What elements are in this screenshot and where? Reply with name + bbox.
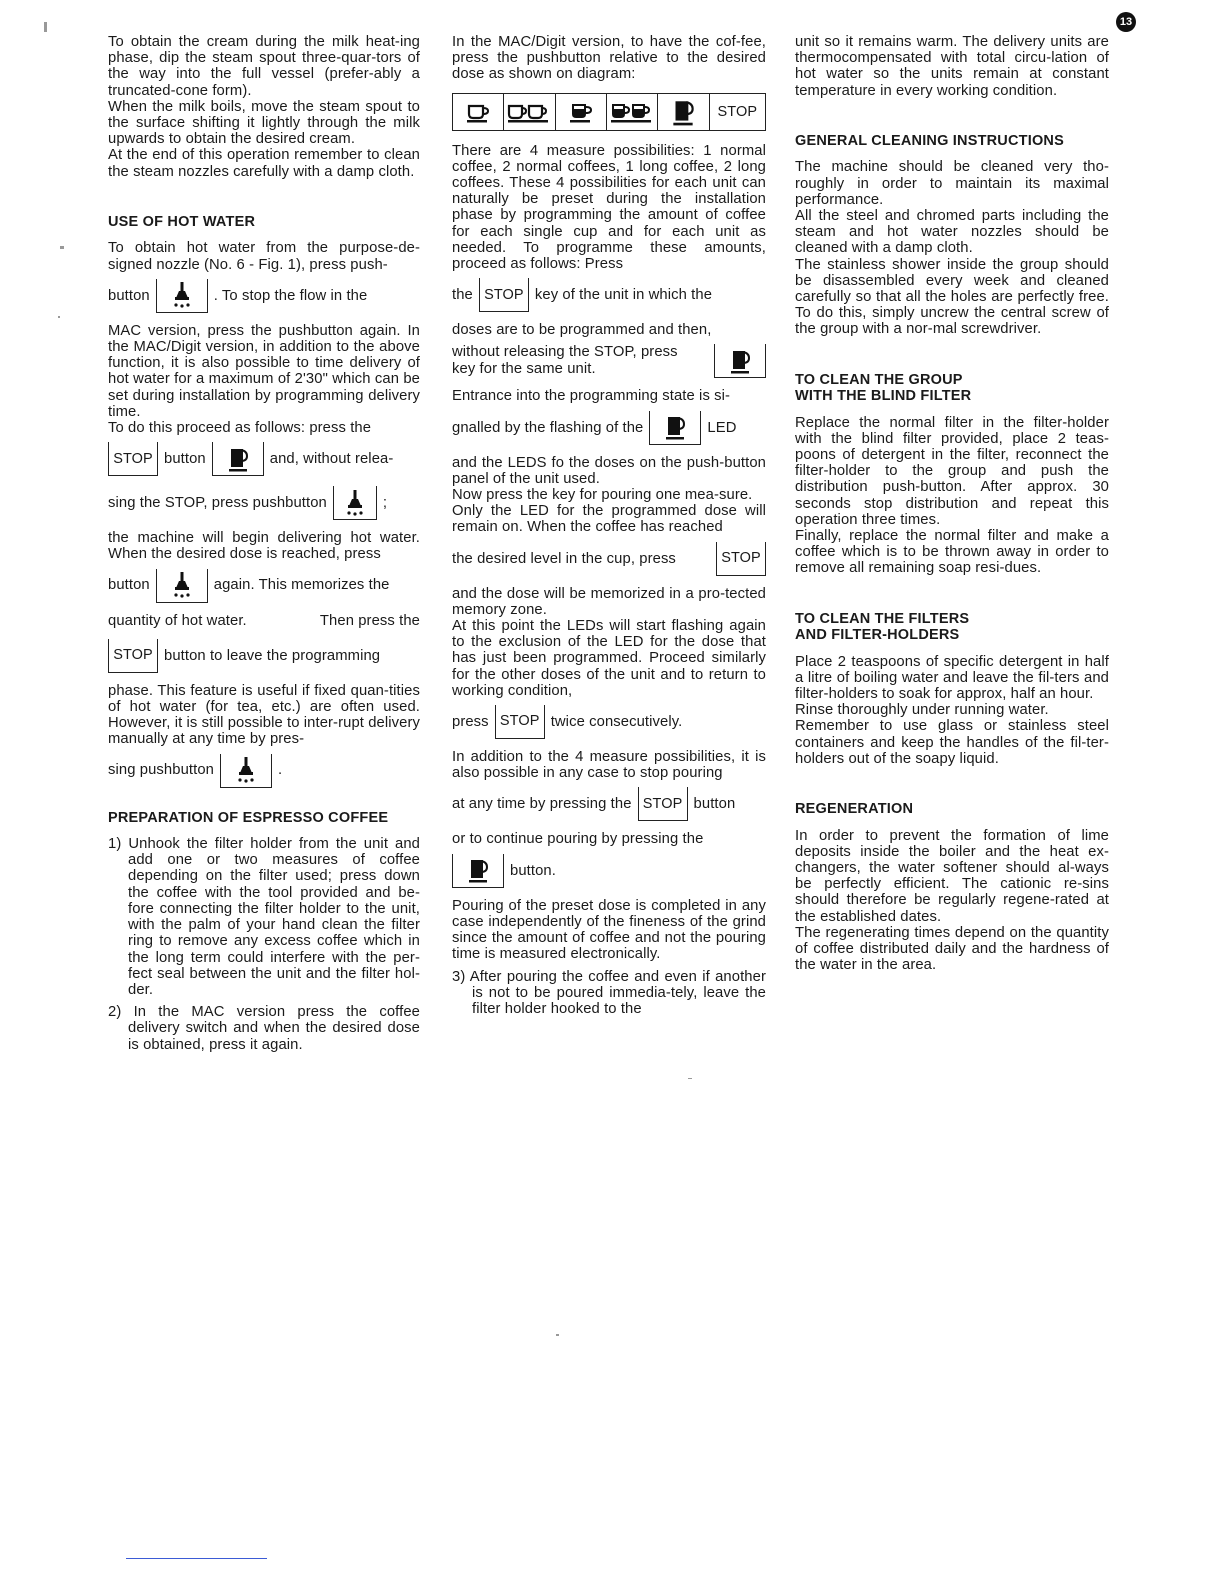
heading-hot-water: USE OF HOT WATER — [108, 213, 256, 230]
program-led — [649, 411, 701, 445]
stop-button[interactable]: STOP — [717, 103, 758, 120]
hot-water-icon — [344, 489, 366, 517]
hot-water-button[interactable] — [156, 569, 208, 603]
long-coffee-button[interactable] — [556, 94, 607, 130]
program-button[interactable] — [658, 94, 709, 130]
paragraph: There are 4 measure possibilities: 1 normal coffee, 2 normal coffees, 1 long coffee, 2 long coffees. These 4 possibilities for each unit can naturally be preset during the installation phase by programming the amount of coffee for each single cup and for each unit as needed. To programme these amounts, proceed as follows: Press — [452, 142, 766, 273]
column-3 — [795, 34, 1109, 979]
inline-hot-water-button-line — [108, 279, 420, 313]
paragraph: The regenerating times depend on the quantity of coffee distributed daily and the hardness of the water in the area. — [795, 924, 1109, 974]
stop-button[interactable]: STOP — [716, 542, 766, 576]
text: without releasing the STOP, press — [452, 344, 678, 361]
text: and, without relea- — [269, 451, 394, 468]
heading-regeneration: REGENERATION — [795, 801, 914, 817]
heading-cleaning: GENERAL CLEANING INSTRUCTIONS — [795, 132, 1064, 149]
heading-line: WITH THE BLIND FILTER — [795, 388, 972, 405]
paragraph: Finally, replace the normal filter and make a coffee which is to be thrown away in order to remove all remaining soap resi-dues. — [795, 527, 1109, 577]
text: key for the same unit. — [452, 360, 596, 377]
inline-stop-leave-line — [108, 639, 420, 673]
inline-pushbutton-line — [108, 754, 420, 788]
scan-speck — [58, 316, 60, 318]
text: button — [108, 577, 150, 594]
text: . — [277, 762, 283, 779]
paragraph: Pouring of the preset dose is completed in any case independently of the fineness of the grind since the amount of coffee and not the pouring time is measured electronically. — [452, 897, 766, 963]
paragraph: When the milk boils, move the steam spout to the surface shifting it lightly through the milk upwards to obtain the desired cream. — [108, 98, 420, 148]
page-number-badge: 13 — [1116, 12, 1136, 32]
inline-continue-line — [452, 854, 766, 888]
inline-press-twice-line — [452, 705, 766, 739]
text: button — [108, 287, 150, 304]
program-icon — [729, 347, 751, 375]
double-coffee-button[interactable] — [504, 94, 555, 130]
inline-led-line — [452, 411, 766, 445]
text: gnalled by the flashing of the — [452, 419, 644, 436]
column-2 — [452, 34, 766, 1023]
paragraph: Now press the key for pouring one mea-sure. — [452, 487, 753, 504]
paragraph: unit so it remains warm. The delivery units are thermocompensated with total circu-lation of hot water so the units remain at constant temperature in every working condition. — [795, 34, 1109, 99]
text: sing the STOP, press pushbutton — [108, 495, 327, 512]
paragraph: All the steel and chromed parts including the steam and hot water nozzles should be cleaned with a damp cloth. — [795, 207, 1109, 257]
text: the desired level in the cup, press — [452, 550, 676, 567]
paragraph: The stainless shower inside the group should be disassembled every week and cleaned carefully so that all the holes are perfectly free. To do this, simply uncrew the central screw of the group with a nor-mal screwdriver. — [795, 256, 1109, 338]
paragraph: To obtain the cream during the milk heat-ing phase, dip the steam spout three-quar-tors of the way into the full vessel (prefer-ably a truncated-cone form). — [108, 34, 420, 99]
text: Then press the — [319, 612, 420, 629]
single-coffee-icon — [465, 100, 491, 124]
list-item: 3) After pouring the coffee and even if another is not to be poured immedia-tely, leave the filter holder hooked to the — [452, 968, 766, 1017]
stop-button[interactable]: STOP — [108, 442, 158, 476]
text: at any time by pressing the — [452, 796, 632, 813]
paragraph: Place 2 teaspoons of specific detergent in half a litre of boiling water and leave the fil-ters and filter-holders to soak for approx, half an hour. — [795, 653, 1109, 702]
paragraph: the machine will begin delivering hot water. When the desired dose is reached, press — [108, 530, 420, 563]
text: ; — [382, 495, 388, 512]
stop-button[interactable]: STOP — [495, 705, 545, 739]
inline-desired-level-line — [452, 542, 766, 576]
program-button[interactable] — [452, 854, 504, 888]
scan-speck — [44, 22, 47, 32]
text: again. This memorizes the — [213, 577, 390, 594]
paragraph: and the LEDS fo the doses on the push-button panel of the unit used. — [452, 454, 766, 487]
heading-espresso: PREPARATION OF ESPRESSO COFFEE — [108, 809, 389, 826]
text: . To stop the flow in the — [213, 287, 368, 304]
paragraph: Entrance into the programming state is si- — [452, 388, 731, 405]
paragraph: At this point the LEDs will start flashing again to the exclusion of the LED for the dose that has just been programmed. Proceed similarly for the other doses of the unit and to return to working condition, — [452, 618, 766, 699]
paragraph: MAC version, press the pushbutton again. In the MAC/Digit version, in addition to the above function, it is also possible to time delivery of hot water for a maximum of 2'30" which can be set during installation by programming delivery time. — [108, 322, 420, 420]
scan-speck — [556, 1334, 559, 1336]
stop-button[interactable]: STOP — [108, 639, 158, 673]
paragraph: or to continue pouring by pressing the — [452, 831, 704, 848]
paragraph: Only the LED for the programmed dose will remain on. When the coffee has reached — [452, 503, 766, 536]
inline-press-again-line — [108, 569, 420, 603]
paragraph: Remember to use glass or stainless steel containers and keep the handles of the fil-ter-holders out of the soapy liquid. — [795, 718, 1109, 767]
paragraph: In the MAC/Digit version, to have the cof-fee, press the pushbutton relative to the desired dose as shown on diagram: — [452, 34, 766, 83]
text: press — [452, 713, 489, 730]
paragraph: At the end of this operation remember to clean the steam nozzles carefully with a damp cloth. — [108, 147, 420, 180]
text: button to leave the programming — [164, 647, 381, 664]
paragraph: Replace the normal filter in the filter-holder with the blind filter provided, place 2 teas-poons of detergent in the filter, reconnect the filter-holder to the group and push the distribution push-button. After approx. 30 seconds stop distribution and repeat this operation three times. — [795, 414, 1109, 528]
footer-rule — [126, 1558, 267, 1559]
inline-program-key-line — [452, 344, 766, 378]
scan-speck — [688, 1078, 692, 1079]
heading-clean-filters — [795, 611, 1109, 644]
program-icon — [671, 97, 695, 127]
double-coffee-icon — [507, 100, 551, 124]
program-button[interactable] — [714, 344, 766, 378]
hot-water-icon — [171, 571, 193, 599]
stop-button[interactable]: STOP — [638, 787, 688, 821]
paragraph: In order to prevent the formation of lime deposits inside the boiler and the heat ex-changers, the water softener should al-ways be perfectly efficient. The cationic re-sins should therefore be regularly regene-rated at the established dates. — [795, 827, 1109, 925]
hot-water-button[interactable] — [333, 486, 377, 520]
paragraph: phase. This feature is useful if fixed quan-tities of hot water (for tea, etc.) are often used. However, it is still possible to inter-rupt delivery manually at any time by pres- — [108, 682, 420, 748]
inline-stop-key-line — [452, 278, 766, 312]
program-icon — [664, 413, 686, 441]
text: the — [452, 287, 473, 304]
hot-water-icon — [171, 281, 193, 309]
list-item: 1) Unhook the filter holder from the unit and add one or two measures of coffee depending on the filter used; press down the coffee with the tool provided and be-fore connecting the filter holder to the unit, with the palm of your hand clean the filter ring to remove any excess coffee which in the long term could interfere with the per-fect seal between the unit and the filter hol-der. — [108, 836, 420, 998]
inline-quantity-line — [108, 613, 420, 629]
text: sing pushbutton — [108, 762, 214, 779]
inline-stop-pouring-line — [452, 787, 766, 821]
heading-line: TO CLEAN THE GROUP — [795, 371, 963, 388]
text-block — [452, 344, 708, 376]
paragraph: In addition to the 4 measure possibilities, it is also possible in any case to stop pouring — [452, 749, 766, 782]
paragraph: Rinse thoroughly under running water. — [795, 702, 1049, 719]
list-item: 2) In the MAC version press the coffee delivery switch and when the desired dose is obtained, press it again. — [108, 1004, 420, 1053]
double-long-coffee-button[interactable] — [607, 94, 658, 130]
stop-button[interactable]: STOP — [479, 278, 529, 312]
text: button — [693, 796, 736, 813]
program-icon — [227, 445, 249, 473]
text: button. — [510, 862, 556, 879]
hot-water-button[interactable] — [156, 279, 208, 313]
text: quantity of hot water. — [108, 612, 247, 629]
program-button[interactable] — [212, 442, 264, 476]
hot-water-icon — [235, 756, 257, 784]
double-long-coffee-icon — [610, 100, 654, 124]
program-icon — [467, 856, 489, 884]
paragraph: doses are to be programmed and then, — [452, 322, 712, 339]
heading-line: TO CLEAN THE FILTERS — [795, 610, 970, 627]
dose-diagram — [452, 93, 766, 131]
paragraph: To obtain hot water from the purpose-de-signed nozzle (No. 6 - Fig. 1), press push- — [108, 240, 420, 273]
scan-speck — [60, 246, 64, 249]
heading-clean-group — [795, 372, 1109, 405]
column-1 — [108, 34, 420, 1059]
inline-release-line — [108, 486, 420, 520]
paragraph: To do this proceed as follows: press the — [108, 419, 372, 436]
text: twice consecutively. — [550, 713, 683, 730]
single-coffee-button[interactable] — [453, 94, 504, 130]
text: key of the unit in which the — [534, 287, 713, 304]
hot-water-button[interactable] — [220, 754, 272, 788]
long-coffee-icon — [568, 100, 594, 124]
inline-stop-program-line — [108, 442, 420, 476]
heading-line: AND FILTER-HOLDERS — [795, 627, 960, 644]
text: LED — [707, 419, 737, 436]
paragraph: and the dose will be memorized in a pro-tected memory zone. — [452, 585, 766, 618]
paragraph: The machine should be cleaned very tho-roughly in order to maintain its maximal performance. — [795, 159, 1109, 208]
text: button — [164, 451, 206, 468]
